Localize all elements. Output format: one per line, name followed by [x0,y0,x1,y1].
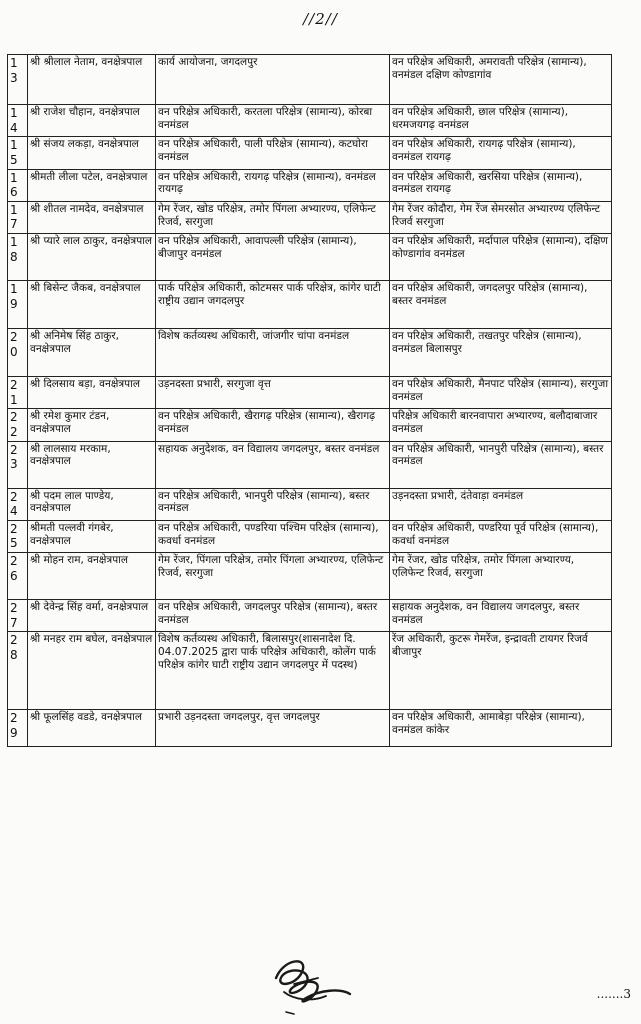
officer-name-cell: श्री फूलसिंह वडडे, वनक्षेत्रपाल [28,710,156,747]
table-row [8,281,612,329]
serial-number-cell: 24 [8,488,28,520]
signature [254,948,374,1018]
current-posting-cell: गेम रेंजर, खोड परिक्षेत्र, तमोर पिंगला अभ्यारण्य, एलिफेन्ट रिजर्व, सरगुजा [156,201,390,233]
new-posting-cell: वन परिक्षेत्र अधिकारी, पण्डरिया पूर्व परिक्षेत्र (सामान्य), कवर्धा वनमंडल [390,520,612,552]
current-posting-cell: वन परिक्षेत्र अधिकारी, रायगढ़ परिक्षेत्र (सामान्य), वनमंडल रायगढ़ [156,169,390,201]
current-posting-cell: कार्य आयोजना, जगदलपुर [156,55,390,105]
table-row [8,201,612,233]
serial-number-cell: 26 [8,553,28,600]
serial-number-cell: 19 [8,281,28,329]
serial-number-cell: 29 [8,710,28,747]
current-posting-cell: उड़नदस्ता प्रभारी, सरगुजा वृत्त [156,377,390,409]
table-row [8,105,612,137]
table-row [8,234,612,281]
table-row [8,137,612,169]
serial-number-cell: 20 [8,329,28,377]
new-posting-cell: वन परिक्षेत्र अधिकारी, भानपुरी परिक्षेत्र (सामान्य), बस्तर वनमंडल [390,441,612,488]
officer-name-cell: श्री राजेश चौहान, वनक्षेत्रपाल [28,105,156,137]
officer-name-cell: श्री शीतल नामदेव, वनक्षेत्रपाल [28,201,156,233]
table-row [8,632,612,710]
officer-name-cell: श्री बिसेन्ट जैकब, वनक्षेत्रपाल [28,281,156,329]
table-row [8,377,612,409]
serial-number-cell: 13 [8,55,28,105]
current-posting-cell: वन परिक्षेत्र अधिकारी, खैरागढ़ परिक्षेत्र (सामान्य), खैरागढ़ वनमंडल [156,409,390,441]
serial-number-cell: 22 [8,409,28,441]
new-posting-cell: उड़नदस्ता प्रभारी, दंतेवाड़ा वनमंडल [390,488,612,520]
officer-name-cell: श्री रमेश कुमार टंडन, वनक्षेत्रपाल [28,409,156,441]
transfer-table [7,54,612,747]
current-posting-cell: वन परिक्षेत्र अधिकारी, आवापल्ली परिक्षेत्र (सामान्य), बीजापुर वनमंडल [156,234,390,281]
new-posting-cell: वन परिक्षेत्र अधिकारी, छाल परिक्षेत्र (सामान्य), धरमजयगढ़ वनमंडल [390,105,612,137]
officer-name-cell: श्री देवेन्द्र सिंह वर्मा, वनक्षेत्रपाल [28,600,156,632]
officer-name-cell: श्री प्यारे लाल ठाकुर, वनक्षेत्रपाल [28,234,156,281]
current-posting-cell: वन परिक्षेत्र अधिकारी, जगदलपुर परिक्षेत्र (सामान्य), बस्तर वनमंडल [156,600,390,632]
new-posting-cell: गेम रेंजर कोदौरा, गेम रेंज सेमरसोत अभ्यारण्य एलिफेन्ट रिजर्व सरगुजा [390,201,612,233]
officer-name-cell: श्री संजय लकड़ा, वनक्षेत्रपाल [28,137,156,169]
current-posting-cell: वन परिक्षेत्र अधिकारी, करतला परिक्षेत्र (सामान्य), कोरबा वनमंडल [156,105,390,137]
serial-number-cell: 21 [8,377,28,409]
serial-number-cell: 28 [8,632,28,710]
new-posting-cell: गेम रेंजर, खोड परिक्षेत्र, तमोर पिंगला अभ्यारण्य, एलिफेन्ट रिजर्व, सरगुजा [390,553,612,600]
current-posting-cell: पार्क परिक्षेत्र अधिकारी, कोटमसर पार्क परिक्षेत्र, कांगेर घाटी राष्ट्रीय उद्यान जगदलपुर [156,281,390,329]
current-posting-cell: प्रभारी उड़नदस्ता जगदलपुर, वृत्त जगदलपुर [156,710,390,747]
table-row [8,488,612,520]
officer-name-cell: श्री मोहन राम, वनक्षेत्रपाल [28,553,156,600]
new-posting-cell: वन परिक्षेत्र अधिकारी, जगदलपुर परिक्षेत्र (सामान्य), बस्तर वनमंडल [390,281,612,329]
current-posting-cell: विशेष कर्तव्यस्थ अधिकारी, जांजगीर चांपा वनमंडल [156,329,390,377]
new-posting-cell: वन परिक्षेत्र अधिकारी, आमाबेड़ा परिक्षेत्र (सामान्य), वनमंडल कांकेर [390,710,612,747]
new-posting-cell: रेंज अधिकारी, कुटरू गेमरेंज, इन्द्रावती टायगर रिजर्व बीजापुर [390,632,612,710]
serial-number-cell: 16 [8,169,28,201]
table-row [8,553,612,600]
table-row [8,710,612,747]
new-posting-cell: वन परिक्षेत्र अधिकारी, रायगढ़ परिक्षेत्र (सामान्य), वनमंडल रायगढ़ [390,137,612,169]
officer-name-cell: श्री श्रीलाल नेताम, वनक्षेत्रपाल [28,55,156,105]
new-posting-cell: वन परिक्षेत्र अधिकारी, तखतपुर परिक्षेत्र (सामान्य), वनमंडल बिलासपुर [390,329,612,377]
table-row [8,600,612,632]
serial-number-cell: 14 [8,105,28,137]
new-posting-cell: परिक्षेत्र अधिकारी बारनवापारा अभ्यारण्य, बलौदाबाजार वनमंडल [390,409,612,441]
current-posting-cell: वन परिक्षेत्र अधिकारी, भानपुरी परिक्षेत्र (सामान्य), बस्तर वनमंडल [156,488,390,520]
officer-name-cell: श्री लालसाय मरकाम, वनक्षेत्रपाल [28,441,156,488]
officer-name-cell: श्री अनिमेष सिंह ठाकुर, वनक्षेत्रपाल [28,329,156,377]
serial-number-cell: 15 [8,137,28,169]
current-posting-cell: सहायक अनुदेशक, वन विद्यालय जगदलपुर, बस्तर वनमंडल [156,441,390,488]
continued-marker: .......3 [596,987,631,1001]
new-posting-cell: वन परिक्षेत्र अधिकारी, मर्दापाल परिक्षेत्र (सामान्य), दक्षिण कोण्डागांव वनमंडल [390,234,612,281]
table-row [8,441,612,488]
new-posting-cell: वन परिक्षेत्र अधिकारी, अमरावती परिक्षेत्र (सामान्य), वनमंडल दक्षिण कोण्डागांव [390,55,612,105]
officer-name-cell: श्रीमती पल्लवी गंगबेर, वनक्षेत्रपाल [28,520,156,552]
officer-name-cell: श्रीमती लीला पटेल, वनक्षेत्रपाल [28,169,156,201]
table-row [8,169,612,201]
officer-name-cell: श्री मनहर राम बघेल, वनक्षेत्रपाल [28,632,156,710]
serial-number-cell: 25 [8,520,28,552]
transfer-table-body [8,55,612,747]
table-row [8,329,612,377]
table-row [8,520,612,552]
serial-number-cell: 17 [8,201,28,233]
new-posting-cell: वन परिक्षेत्र अधिकारी, मैनपाट परिक्षेत्र (सामान्य), सरगुजा वनमंडल [390,377,612,409]
current-posting-cell: विशेष कर्तव्यस्थ अधिकारी, बिलासपुर(शासनादेश दि. 04.07.2025 द्वारा पार्क परिक्षेत्र अधिकारी, कोलेंग पार्क परिक्षेत्र कांगेर घाटी राष्ट्रीय उद्यान जगदलपुर में पदस्थ) [156,632,390,710]
current-posting-cell: वन परिक्षेत्र अधिकारी, पाली परिक्षेत्र (सामान्य), कटघोरा वनमंडल [156,137,390,169]
page-number: //2// [303,10,338,28]
new-posting-cell: सहायक अनुदेशक, वन विद्यालय जगदलपुर, बस्तर वनमंडल [390,600,612,632]
table-row [8,409,612,441]
current-posting-cell: वन परिक्षेत्र अधिकारी, पण्डरिया पश्चिम परिक्षेत्र (सामान्य), कवर्धा वनमंडल [156,520,390,552]
serial-number-cell: 18 [8,234,28,281]
table-row [8,55,612,105]
serial-number-cell: 23 [8,441,28,488]
officer-name-cell: श्री दिलसाय बड़ा, वनक्षेत्रपाल [28,377,156,409]
serial-number-cell: 27 [8,600,28,632]
current-posting-cell: गेम रेंजर, पिंगला परिक्षेत्र, तमोर पिंगला अभ्यारण्य, एलिफेन्ट रिजर्व, सरगुजा [156,553,390,600]
officer-name-cell: श्री पदम लाल पाण्डेय, वनक्षेत्रपाल [28,488,156,520]
new-posting-cell: वन परिक्षेत्र अधिकारी, खरसिया परिक्षेत्र (सामान्य), वनमंडल रायगढ़ [390,169,612,201]
